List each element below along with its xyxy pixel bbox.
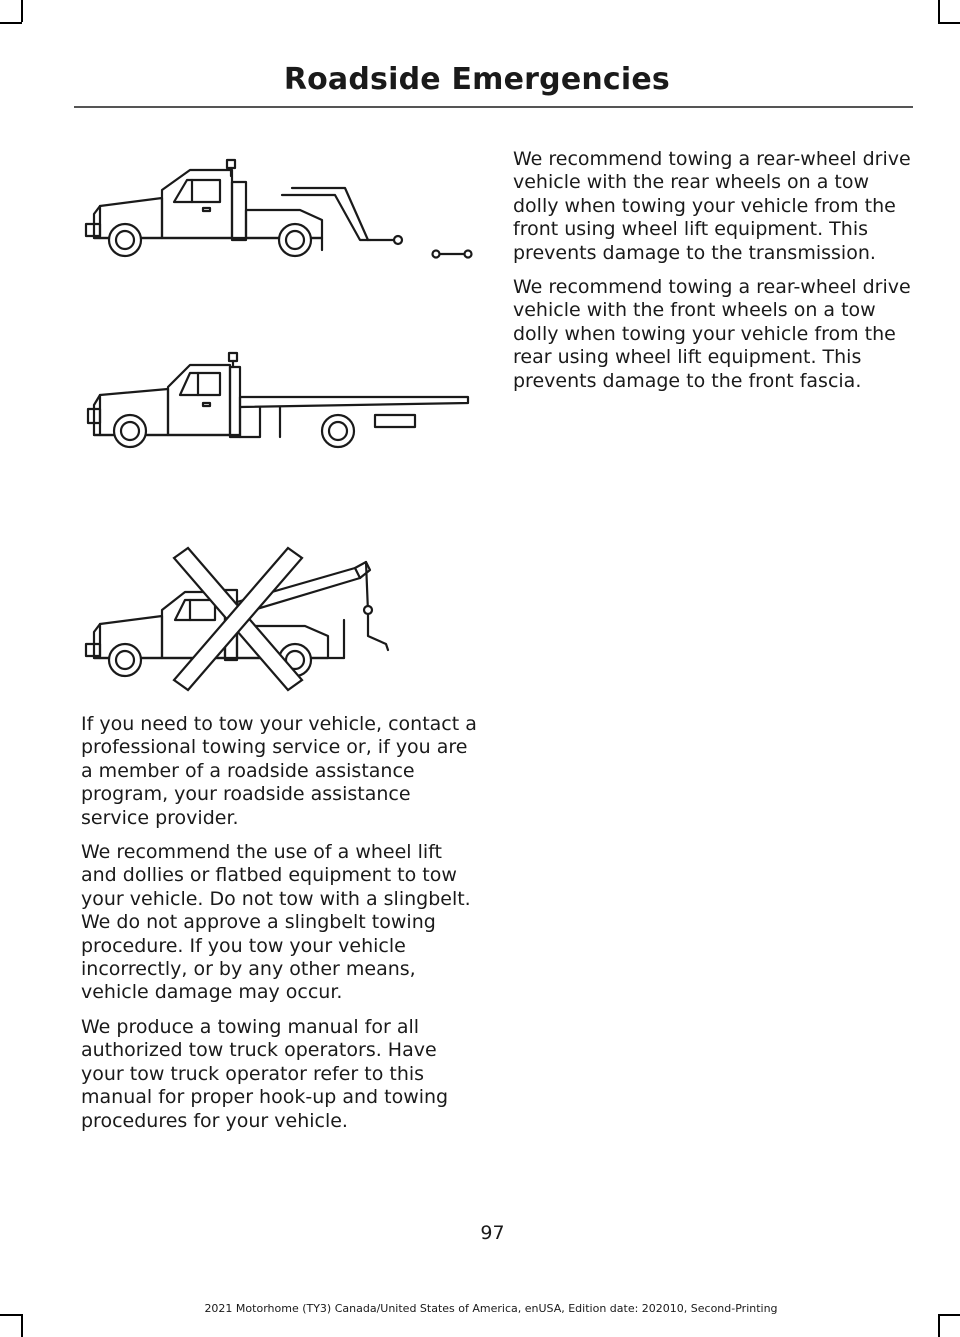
right-column-text [513,148,913,404]
flatbed-truck-icon [70,345,490,455]
paragraph-rear-wheels-dolly: We recommend towing a rear-wheel drive vehicle with the rear wheels on a tow dolly when towing your vehicle from the front using wheel lift equipment. This prevents damage to the transmission. [513,148,911,264]
crop-mark-top-right [938,22,960,24]
crop-mark-top-left-v [21,0,23,22]
left-column-text [81,713,481,1144]
slingbelt-truck-crossed-icon [70,540,490,695]
wheel-lift-truck-icon [70,150,490,275]
crop-mark-bottom-left-v [21,1314,23,1337]
paragraph-wheel-lift-recommendation: We recommend the use of a wheel lift and dollies or flatbed equipment to tow your vehicle. Do not tow with a slingbelt. We do not approve a slingbelt towing procedure. If you tow your vehicle incorrectly, or by any other means, vehicle damage may occur. [81,841,471,1004]
paragraph-contact-towing: If you need to tow your vehicle, contact a professional towing service or, if you are a member of a roadside assistance program, your roadside assistance service provider. [81,713,477,829]
paragraph-front-wheels-dolly: We recommend towing a rear-wheel drive vehicle with the front wheels on a tow dolly when towing your vehicle from the rear using wheel lift equipment. This prevents damage to the front fascia. [513,276,911,392]
crop-mark-top-right-v [938,0,940,22]
edition-footer: 2021 Motorhome (TY3) Canada/United States of America, enUSA, Edition date: 202010, Second-Printing [204,1302,778,1315]
paragraph-towing-manual: We produce a towing manual for all authorized tow truck operators. Have your tow truck operator refer to this manual for proper hook-up and towing procedures for your vehicle. [81,1015,449,1132]
page-number: 97 [480,1222,505,1244]
header-divider [74,106,913,108]
crop-mark-bottom-right-v [938,1314,940,1337]
crop-mark-top-left [0,22,22,24]
page-title: Roadside Emergencies [283,62,670,97]
